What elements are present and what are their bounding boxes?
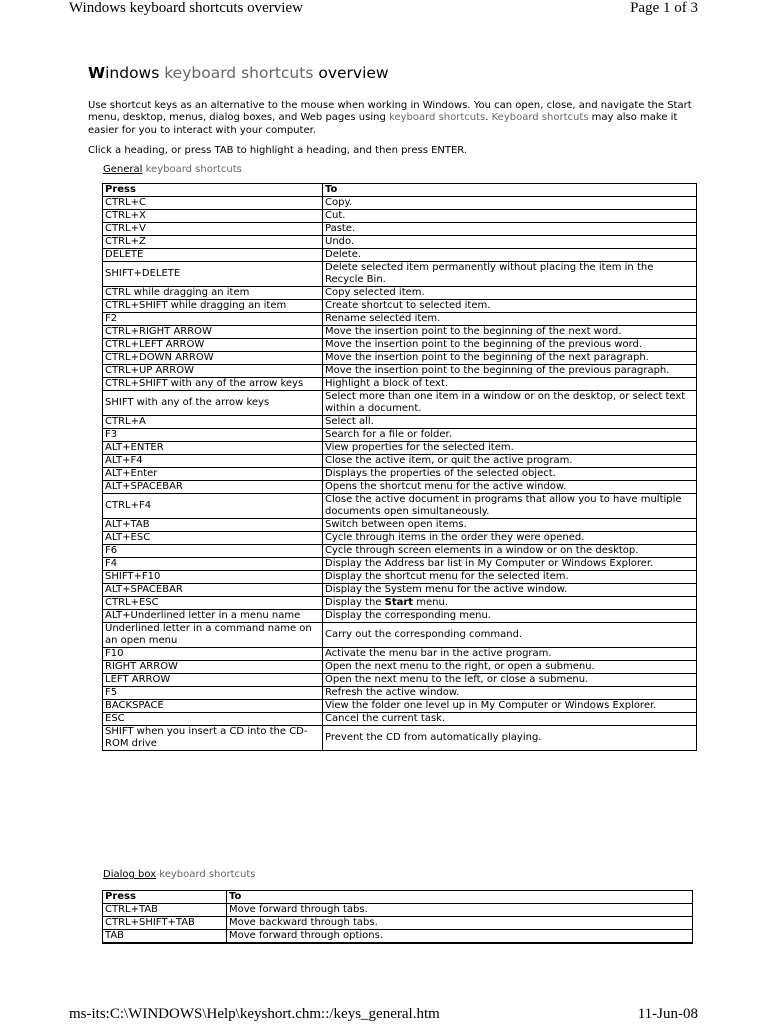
press-cell: F2 [103,313,323,326]
action-cell: Open the next menu to the right, or open a submenu. [323,661,697,674]
press-cell: F5 [103,687,323,700]
table-row [103,429,697,442]
general-section-heading [103,164,242,175]
table-row [103,687,697,700]
action-cell: Display the shortcut menu for the selected item. [323,571,697,584]
footer-path: ms-its:C:\WINDOWS\Help\keyshort.chm::/keys_general.htm [69,1006,440,1022]
press-cell: CTRL+X [103,210,323,223]
action-cell: Search for a file or folder. [323,429,697,442]
press-cell: CTRL+F4 [103,494,323,519]
intro-link-keyboard-shortcuts-2[interactable]: Keyboard shortcuts [491,112,589,124]
table-row [103,287,697,300]
table-row [103,930,693,943]
intro-text-1: Use shortcut keys as an alternative to the mouse when working in Windows. You can open, close, and navigate the Start menu, desktop, menus, dialog boxes, and Web pages using [88,100,692,124]
action-cell: Move the insertion point to the beginning of the previous word. [323,339,697,352]
page-header-title: Windows keyboard shortcuts overview [69,0,303,16]
dialog-heading-text: keyboard shortcuts [156,869,256,880]
table-row [103,584,697,597]
intro-paragraph [88,100,700,137]
title-first-letter: W [88,64,106,82]
table-row [103,726,697,751]
action-cell: Display the corresponding menu. [323,610,697,623]
action-cell: View the folder one level up in My Computer or Windows Explorer. [323,700,697,713]
press-cell: SHIFT+F10 [103,571,323,584]
press-cell: CTRL+UP ARROW [103,365,323,378]
press-cell [103,943,227,944]
press-cell: CTRL+A [103,416,323,429]
action-cell: Cancel the current task. [323,713,697,726]
press-cell: F10 [103,648,323,661]
page-number: Page 1 of 3 [630,0,698,16]
press-cell: SHIFT with any of the arrow keys [103,391,323,416]
dialog-section-heading [103,869,256,880]
press-cell: F3 [103,429,323,442]
press-cell: F6 [103,545,323,558]
action-cell: Display the System menu for the active window. [323,584,697,597]
press-cell: CTRL while dragging an item [103,287,323,300]
action-cell: Opens the shortcut menu for the active window. [323,481,697,494]
table-row [103,700,697,713]
press-cell: CTRL+LEFT ARROW [103,339,323,352]
table-row [103,904,693,917]
action-cell: Display the Start menu. [323,597,697,610]
instruction-text: Click a heading, or press TAB to highlight a heading, and then press ENTER. [88,145,468,156]
action-cell: Activate the menu bar in the active program. [323,648,697,661]
table-row [103,223,697,236]
table-row [103,197,697,210]
action-cell: Display the Address bar list in My Computer or Windows Explorer. [323,558,697,571]
table-row [103,571,697,584]
press-cell: TAB [103,930,227,943]
table-row [103,545,697,558]
press-cell: ALT+ENTER [103,442,323,455]
dialog-table-body [103,904,693,944]
table-row [103,610,697,623]
action-cell: Create shortcut to selected item. [323,300,697,313]
table-row [103,313,697,326]
action-cell: Copy selected item. [323,287,697,300]
table-row [103,249,697,262]
press-cell: CTRL+TAB [103,904,227,917]
press-cell: SHIFT+DELETE [103,262,323,287]
press-cell: ALT+Enter [103,468,323,481]
action-cell: Select all. [323,416,697,429]
table-row [103,481,697,494]
action-cell: Close the active item, or quit the active program. [323,455,697,468]
table-row [103,352,697,365]
action-cell: Prevent the CD from automatically playing. [323,726,697,751]
general-table-body [103,197,697,751]
action-cell: Cut. [323,210,697,223]
intro-link-keyboard-shortcuts[interactable]: keyboard shortcuts [389,112,486,124]
action-cell: Open the next menu to the left, or close a submenu. [323,674,697,687]
action-cell: Move forward through tabs. [227,904,693,917]
table-row [103,623,697,648]
action-cell: Move the insertion point to the beginning of the next paragraph. [323,352,697,365]
header-to: To [323,184,697,197]
press-cell: ALT+SPACEBAR [103,481,323,494]
table-row [103,455,697,468]
start-menu-word: Start [384,597,414,608]
press-cell: CTRL+SHIFT with any of the arrow keys [103,378,323,391]
table-row [103,943,693,944]
press-cell: ALT+F4 [103,455,323,468]
action-cell: Rename selected item. [323,313,697,326]
press-cell: Underlined letter in a command name on an open menu [103,623,323,648]
press-cell: CTRL+V [103,223,323,236]
table-row [103,648,697,661]
title-part-2: overview [313,64,389,82]
press-cell: ALT+ESC [103,532,323,545]
press-cell: CTRL+SHIFT while dragging an item [103,300,323,313]
table-row [103,365,697,378]
action-cell: Cycle through screen elements in a window or on the desktop. [323,545,697,558]
action-cell: Close the active document in programs that allow you to have multiple documents open simultaneously. [323,494,697,519]
table-row [103,494,697,519]
table-row [103,917,693,930]
action-cell: Delete. [323,249,697,262]
press-cell: ESC [103,713,323,726]
action-cell: Undo. [323,236,697,249]
table-header-row [103,184,697,197]
intro-text-3: may also make it easier for you to interact with your computer. [88,112,678,136]
table-row [103,391,697,416]
table-row [103,210,697,223]
press-cell: BACKSPACE [103,700,323,713]
action-cell: Copy. [323,197,697,210]
header-press: Press [103,891,227,904]
table-row [103,339,697,352]
document-title [88,64,389,82]
table-row [103,300,697,313]
table-row [103,416,697,429]
action-cell: Move the insertion point to the beginning of the next word. [323,326,697,339]
title-part-1: indows [105,64,165,82]
press-cell: DELETE [103,249,323,262]
table-row [103,532,697,545]
press-cell: ALT+SPACEBAR [103,584,323,597]
table-row [103,674,697,687]
table-row [103,262,697,287]
action-cell: Move backward through tabs. [227,917,693,930]
table-row [103,236,697,249]
dialog-shortcuts-table [102,890,693,944]
press-cell: RIGHT ARROW [103,661,323,674]
action-cell: Refresh the active window. [323,687,697,700]
press-cell: F4 [103,558,323,571]
action-cell: Cycle through items in the order they were opened. [323,532,697,545]
press-cell: ALT+Underlined letter in a menu name [103,610,323,623]
general-shortcuts-table [102,183,697,751]
table-row [103,661,697,674]
action-cell: Delete selected item permanently without placing the item in the Recycle Bin. [323,262,697,287]
press-cell: CTRL+C [103,197,323,210]
table-row [103,597,697,610]
action-cell: Move forward through options. [227,930,693,943]
action-cell [227,943,693,944]
footer-date: 11-Jun-08 [637,1006,698,1022]
action-cell: Move the insertion point to the beginning of the previous paragraph. [323,365,697,378]
general-heading-text: keyboard shortcuts [142,164,242,175]
table-row [103,468,697,481]
action-cell: Highlight a block of text. [323,378,697,391]
dialog-heading-link[interactable]: Dialog box [103,869,157,880]
table-row [103,713,697,726]
press-cell: CTRL+ESC [103,597,323,610]
action-cell: Select more than one item in a window or on the desktop, or select text within a document. [323,391,697,416]
press-cell: CTRL+Z [103,236,323,249]
header-press: Press [103,184,323,197]
table-row [103,326,697,339]
action-cell: Switch between open items. [323,519,697,532]
action-cell: Carry out the corresponding command. [323,623,697,648]
action-cell: View properties for the selected item. [323,442,697,455]
action-cell: Paste. [323,223,697,236]
header-to: To [227,891,693,904]
title-keyword: keyboard shortcuts [164,64,314,82]
action-cell: Displays the properties of the selected object. [323,468,697,481]
table-row [103,558,697,571]
intro-text-2: . [485,112,492,124]
press-cell: ALT+TAB [103,519,323,532]
general-heading-link[interactable]: General [103,164,143,175]
table-row [103,519,697,532]
press-cell: CTRL+RIGHT ARROW [103,326,323,339]
press-cell: CTRL+DOWN ARROW [103,352,323,365]
press-cell: CTRL+SHIFT+TAB [103,917,227,930]
table-row [103,378,697,391]
press-cell: LEFT ARROW [103,674,323,687]
table-header-row [103,891,693,904]
table-row [103,442,697,455]
press-cell: SHIFT when you insert a CD into the CD-ROM drive [103,726,323,751]
